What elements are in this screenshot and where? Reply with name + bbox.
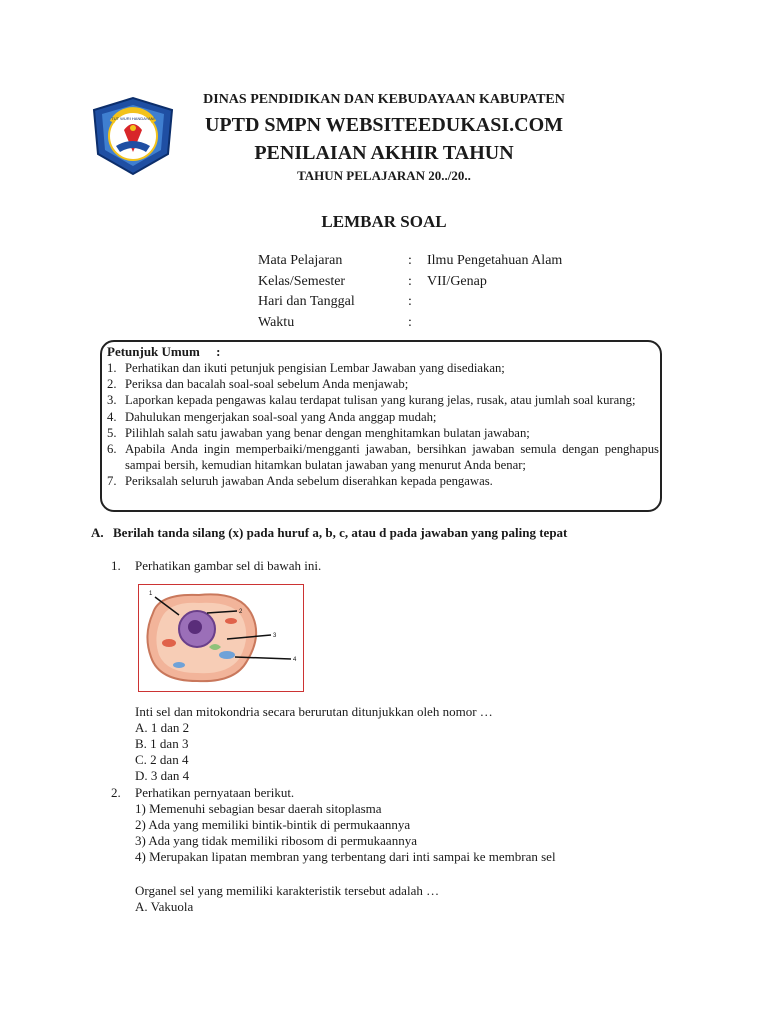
info-row-time: Waktu : <box>258 314 412 330</box>
instruction-item: 5. Pilihlah salah satu jawaban yang benar dengan menghitamkan bulatan jawaban; <box>107 425 530 440</box>
instruction-item: 3. Laporkan kepada pengawas kalau terdapat tulisan yang kurang jelas, rusak, atau jumlah soal kurang; <box>107 393 636 408</box>
section-a-heading: A. Berilah tanda silang (x) pada huruf a, b, c, atau d pada jawaban yang paling tepat <box>91 525 568 540</box>
instruction-item: 4. Dahulukan mengerjakan soal-soal yang Anda anggap mudah; <box>107 409 437 424</box>
school-name: UPTD SMPN WEBSITEEDUKASI.COM <box>204 114 564 136</box>
q2-statement: 1) Memenuhi sebagian besar daerah sitoplasma <box>135 801 382 816</box>
instruction-item: 2. Periksa dan bacalah soal-soal sebelum Anda menjawab; <box>107 377 409 392</box>
instruction-item: 7. Periksalah seluruh jawaban Anda sebelum diserahkan kepada pengawas. <box>107 474 493 489</box>
logo-text: TUT WURI HANDAYANI <box>111 116 155 121</box>
question-2-prompt: 2. Perhatikan pernyataan berikut. <box>111 785 295 800</box>
class-value: VII/Genap <box>427 273 487 289</box>
q2-statement: 4) Merupakan lipatan membran yang terbentang dari inti sampai ke membran sel <box>135 849 556 864</box>
subject-value: Ilmu Pengetahuan Alam <box>427 253 563 268</box>
exam-info-table <box>258 251 562 333</box>
cell-diagram <box>139 585 303 691</box>
cell-label-2: 2 <box>239 609 243 615</box>
q2-option-a[interactable]: A. Vakuola <box>135 899 194 914</box>
exam-title: PENILAIAN AKHIR TAHUN <box>254 142 514 164</box>
q1-option-c[interactable]: C. 2 dan 4 <box>135 752 189 767</box>
instructions-title: Petunjuk Umum : <box>107 344 221 359</box>
q1-option-a[interactable]: A. 1 dan 2 <box>135 720 190 735</box>
agency-line: DINAS PENDIDIKAN DAN KEBUDAYAAN KABUPATEN <box>203 92 565 107</box>
cell-label-3: 3 <box>273 633 277 639</box>
info-row-class: Kelas/Semester : VII/Genap <box>258 272 562 293</box>
instructions-list <box>107 360 659 490</box>
instruction-item: 6. Apabila Anda ingin memperbaiki/mengganti jawaban, bersihkan jawaban semula dengan penghapus sampai bersih, kemudian hitamkan bulatan jawaban yang menurut Anda benar; <box>107 442 659 473</box>
info-row-date: Hari dan Tanggal : <box>258 294 412 309</box>
q1-option-d[interactable]: D. 3 dan 4 <box>135 768 190 783</box>
cell-label-1: 1 <box>149 591 153 597</box>
question-1-prompt: 1. Perhatikan gambar sel di bawah ini. <box>111 558 322 573</box>
question-2-stem: Organel sel yang memiliki karakteristik tersebut adalah … <box>135 883 440 898</box>
sheet-title: LEMBAR SOAL <box>321 212 447 231</box>
info-row-subject: Mata Pelajaran : Ilmu Pengetahuan Alam <box>258 251 562 272</box>
animal-cell-figure <box>138 584 304 692</box>
q2-statement: 2) Ada yang memiliki bintik-bintik di permukaannya <box>135 817 411 832</box>
cell-label-4: 4 <box>293 657 297 663</box>
q2-statement: 3) Ada yang tidak memiliki ribosom di permukaannya <box>135 833 417 848</box>
question-1-stem: Inti sel dan mitokondria secara berurutan ditunjukkan oleh nomor … <box>135 704 493 719</box>
q1-option-b[interactable]: B. 1 dan 3 <box>135 736 189 751</box>
academic-year: TAHUN PELAJARAN 20../20.. <box>297 168 471 183</box>
instruction-item: 1. Perhatikan dan ikuti petunjuk pengisian Lembar Jawaban yang disediakan; <box>107 361 505 375</box>
